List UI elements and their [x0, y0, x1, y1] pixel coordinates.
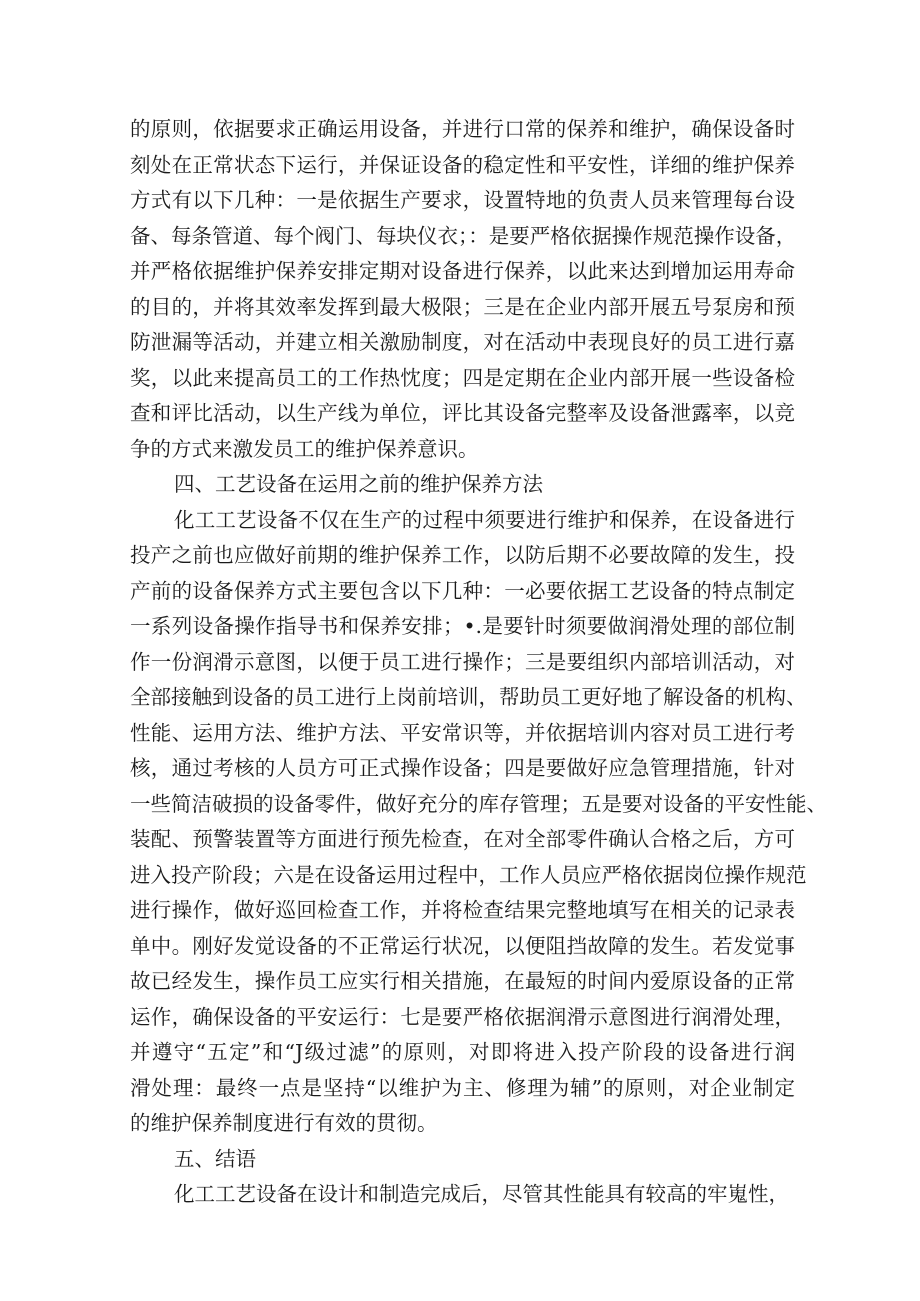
text-line: 并严格依据维护保养安排定期对设备进行保养，以此来达到增加运用寿命 — [130, 259, 795, 283]
text-line: 并遵守“五定”和“J级过滤”的原则，对即将进入投产阶段的设备进行润 — [130, 1040, 795, 1064]
text-line: 的目的，并将其效率发挥到最大极限；三是在企业内部开展五号泵房和预 — [130, 294, 795, 319]
text-line: 方式有以下几种：一是依据生产要求，设置特地的负责人员来管理每台设 — [130, 188, 795, 212]
text-line: 故已经发生，操作员工应实行相关措施，在最短的时间内爱原设备的正常 — [130, 969, 795, 993]
text-line: 化工工艺设备在设计和制造完成后，尽管其性能具有较高的牢嵬性， — [174, 1182, 789, 1206]
text-line: 运作，确保设备的平安运行：七是要严格依据润滑示意图进行润滑处理， — [130, 1004, 795, 1029]
body-paragraph — [130, 503, 827, 1142]
text-line: 查和评比活动，以生产线为单位，评比其设备完整率及设备泄露率，以竞 — [130, 401, 795, 425]
text-line: 产前的设备保养方式主要包含以下几种：一必要依据工艺设备的特点制定 — [130, 578, 795, 603]
text-line: 四、工艺设备在运用之前的维护保养方法 — [174, 472, 543, 496]
text-line: 全部接触到设备的员工进行上岗前培训，帮助员工更好地了解设备的机构、 — [130, 685, 807, 709]
text-line: 奖，以此来提高员工的工作热忱度；四是定期在企业内部开展一些设备检 — [130, 365, 795, 390]
text-line: 一系列设备操作指导书和保养安排；•.是要针时须要做润滑处理的部位制 — [130, 614, 795, 638]
section-heading — [130, 1142, 795, 1178]
text-line: 单中。刚好发觉设备的不正常运行状况，以便阻挡故障的发生。若发觉事 — [130, 933, 795, 958]
text-line: 刻处在正常状态下运行，并保证设备的稳定性和平安性，详细的维护保养 — [130, 152, 795, 177]
text-line: 性能、运用方法、维护方法、平安常识等，并依据培训内容对员工进行考 — [130, 720, 795, 745]
text-line: 一些简洁破损的设备零件，做好充分的库存管理；五是要对设备的平安性能、 — [130, 791, 827, 816]
text-line: 的原则，依据要求正确运用设备，并进行口常的保养和维护，确保设备时 — [130, 117, 795, 141]
text-line: 化工工艺设备不仅在生产的过程中须要进行维护和保养，在设备进行 — [174, 507, 795, 532]
text-line: 投产之前也应做好前期的维护保养工作，以防后期不必要故障的发生，投 — [130, 543, 795, 567]
text-line: 备、每条管道、每个阀门、每块仪衣；：是要严格依据操作规范操作设备， — [130, 223, 797, 248]
text-line: 的维护保养制度进行有效的贯彻。 — [130, 1111, 438, 1135]
body-paragraph — [130, 112, 795, 467]
text-line: 核，通过考核的人员方可正式操作设备；四是要做好应急管理措施，针对 — [130, 756, 795, 780]
text-line: 进入投产阶段；六是在设备运用过程中，工作人员应严格依据岗位操作规范 — [130, 862, 807, 887]
text-line: 进行操作，做好巡回检查工作，并将检查结果完整地填写在相关的记录表 — [130, 898, 795, 922]
body-paragraph — [130, 1177, 795, 1213]
section-heading — [130, 467, 795, 503]
text-line: 作一份润滑示意图，以便于员工进行操作；三是要组织内部培训活动，对 — [130, 649, 795, 674]
document-page — [130, 112, 827, 1213]
text-line: 争的方式来激发员工的维护保养意识。 — [130, 436, 479, 461]
text-line: 防泄漏等活动，并建立相关激励制度，对在活动中表现良好的员工进行嘉 — [130, 330, 795, 354]
text-line: 滑处理：最终一点是坚持“以维护为主、修理为辅”的原则，对企业制定 — [130, 1075, 795, 1100]
text-line: 装配、预警装置等方面进行预先检查，在对全部零件确认合格之后，方可 — [130, 827, 795, 851]
text-line: 五、结语 — [174, 1146, 256, 1171]
